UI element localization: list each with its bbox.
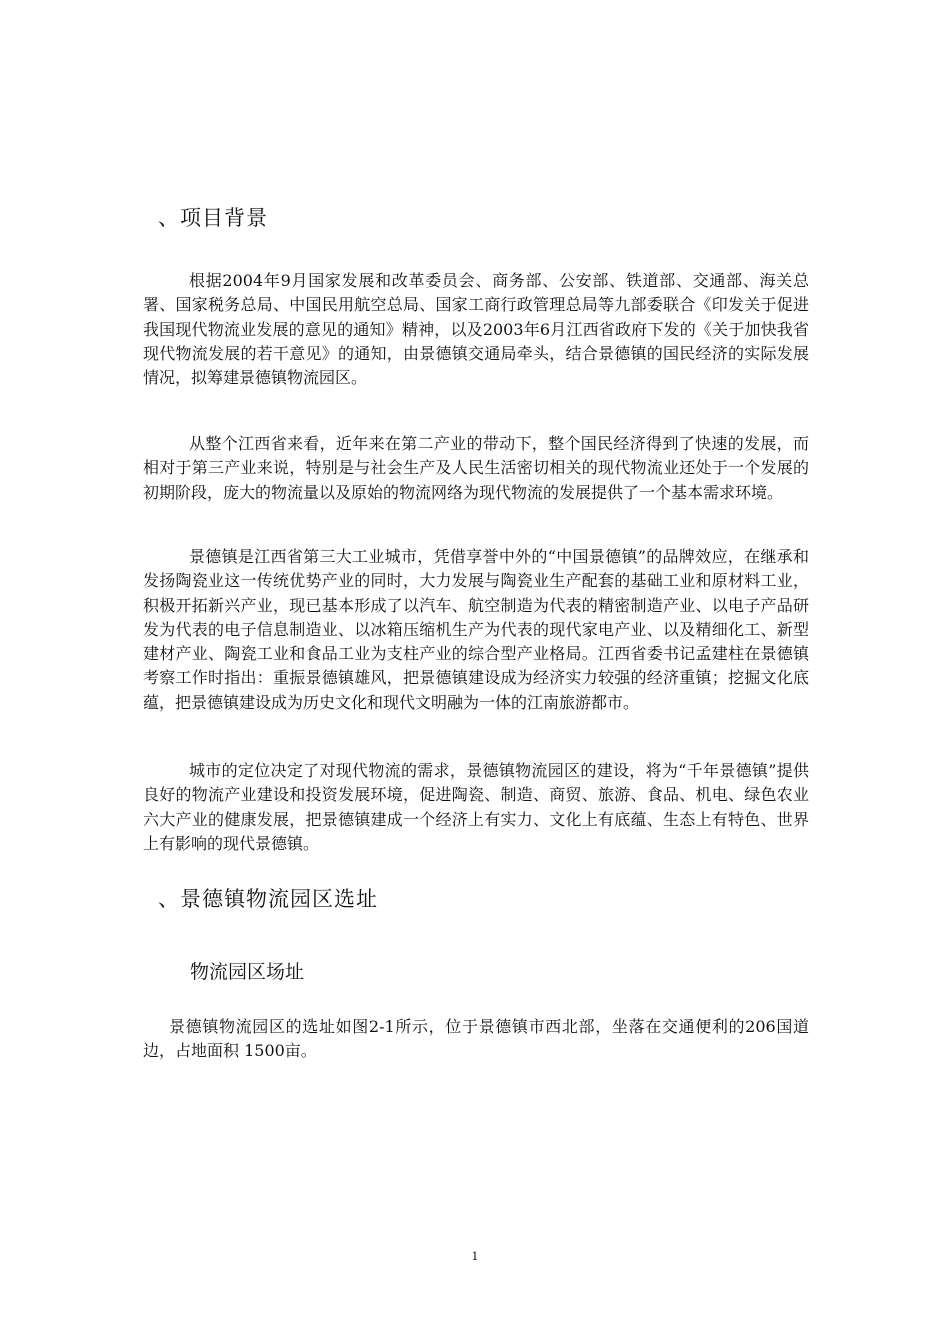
paragraph-jingdezhen-industry: 景德镇是江西省第三大工业城市，凭借享誉中外的“中国景德镇”的品牌效应，在继承和发扬陶瓷业这一传统优势产业的同时，大力发展与陶瓷业生产配套的基础工业和原材料工业，积极开拓新兴产业，现已基本形成了以汽车、航空制造为代表的精密制造产业、以电子产品研发为代表的电子信息制造业、以冰箱压缩机生产为代表的现代家电产业、以及精细化工、新型建材产业、陶瓷工业和食品工业为支柱产业的综合型产业格局。江西省委书记孟建柱在景德镇考察工作时指出：重振景德镇雄风，把景德镇建设成为经济实力较强的经济重镇；挖掘文化底蕴，把景德镇建设成为历史文化和现代文明融为一体的江南旅游都市。 xyxy=(143,547,809,712)
section-heading-site-selection: 、景德镇物流园区选址 xyxy=(158,887,378,911)
section-heading-project-background: 、项目背景 xyxy=(158,206,268,230)
paragraph-policy-background: 根据2004年9月国家发展和改革委员会、商务部、公安部、铁道部、交通部、海关总署、国家税务总局、中国民用航空总局、国家工商行政管理总局等九部委联合《印发关于促进我国现代物流业发展的意见的通知》精神，以及2003年6月江西省政府下发的《关于加快我省现代物流发展的若干意见》的通知，由景德镇交通局牵头，结合景德镇的国民经济的实际发展情况，拟筹建景德镇物流园区。 xyxy=(143,271,809,388)
paragraph-site-description: 景德镇物流园区的选址如图2-1所示，位于景德镇市西北部，坐落在交通便利的206国道边，占地面积 1500亩。 xyxy=(143,1017,809,1061)
page-number: 1 xyxy=(471,1250,479,1263)
paragraph-city-positioning: 城市的定位决定了对现代物流的需求，景德镇物流园区的建设，将为“千年景德镇”提供良好的物流产业建设和投资发展环境，促进陶瓷、制造、商贸、旅游、食品、机电、绿色农业六大产业的健康发展，把景德镇建成一个经济上有实力、文化上有底蕴、生态上有特色、世界上有影响的现代景德镇。 xyxy=(143,761,809,853)
subsection-heading-park-site: 物流园区场址 xyxy=(190,961,305,983)
paragraph-jiangxi-overview: 从整个江西省来看，近年来在第二产业的带动下，整个国民经济得到了快速的发展，而相对于第三产业来说，特别是与社会生产及人民生活密切相关的现代物流业还处于一个发展的初期阶段，庞大的物流量以及原始的物流网络为现代物流的发展提供了一个基本需求环境。 xyxy=(143,434,809,502)
